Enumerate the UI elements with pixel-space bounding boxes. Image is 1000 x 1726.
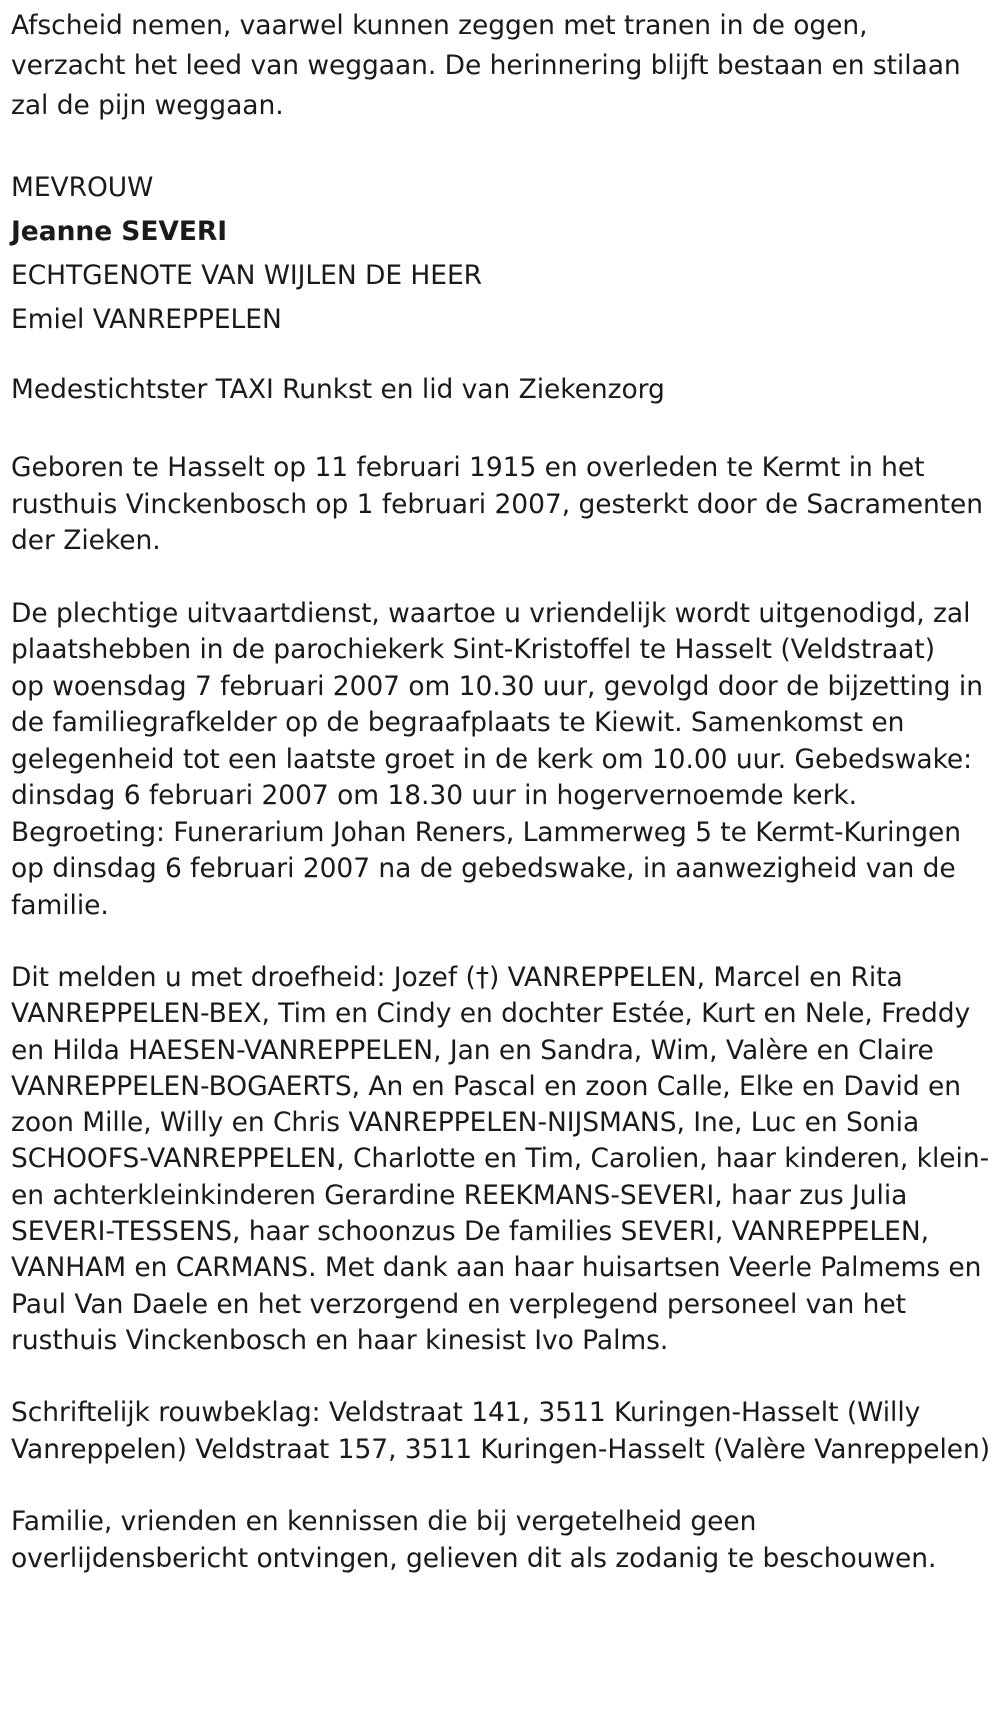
funeral-line: dinsdag 6 februari 2007 om 18.30 uur in hogervernoemde kerk. <box>11 780 858 811</box>
birth-death-line: der Zieken. <box>11 525 161 556</box>
spacer <box>11 342 1000 370</box>
family-line: Paul Van Daele en het verzorgend en verplegend personeel van het <box>11 1288 906 1320</box>
family-line: Dit melden u met droefheid: Jozef (†) VANREPPELEN, Marcel en Rita <box>11 962 903 993</box>
family-paragraph <box>11 960 996 1359</box>
spacer <box>11 1468 1000 1504</box>
deceased-name: Jeanne SEVERI <box>11 216 228 247</box>
deceased-block <box>11 166 996 342</box>
funeral-line: Begroeting: Funerarium Johan Reners, Lammerweg 5 te Kermt-Kuringen <box>11 816 961 848</box>
role-text: Medestichtster TAXI Runkst en lid van Ziekenzorg <box>11 374 665 405</box>
funeral-line: plaatshebben in de parochiekerk Sint-Kristoffel te Hasselt (Veldstraat) <box>11 634 935 665</box>
deceased-title: MEVROUW <box>11 172 154 203</box>
closing-line: overlijdensbericht ontvingen, gelieven dit als zodanig te beschouwen. <box>11 1542 937 1574</box>
funeral-line: op woensdag 7 februari 2007 om 10.30 uur, gevolgd door de bijzetting in <box>11 670 983 702</box>
deceased-relation: ECHTGENOTE VAN WIJLEN DE HEER <box>11 260 483 291</box>
condolences-line: Vanreppelen) Veldstraat 157, 3511 Kuringen-Hasselt (Valère Vanreppelen) <box>11 1433 991 1465</box>
deceased-spouse: Emiel VANREPPELEN <box>11 304 282 335</box>
poem-line: zal de pijn weggaan. <box>11 90 284 121</box>
poem-line: verzacht het leed van weggaan. De herinnering blijft bestaan en stilaan <box>11 50 961 81</box>
birth-death-line: Geboren te Hasselt op 11 februari 1915 en overleden te Kermt in het <box>11 452 925 483</box>
family-line: zoon Mille, Willy en Chris VANREPPELEN-NIJSMANS, Ine, Luc en Sonia <box>11 1107 920 1139</box>
spacer <box>11 410 1000 450</box>
family-line: SEVERI-TESSENS, haar schoonzus De families SEVERI, VANREPPELEN, <box>11 1216 930 1248</box>
funeral-paragraph <box>11 596 996 925</box>
closing-paragraph <box>11 1504 996 1577</box>
role-paragraph <box>11 370 996 410</box>
poem-paragraph <box>11 6 996 126</box>
family-line: VANREPPELEN-BEX, Tim en Cindy en dochter Estée, Kurt en Nele, Freddy <box>11 998 971 1030</box>
spacer <box>11 924 1000 960</box>
funeral-line: op dinsdag 6 februari 2007 na de gebedswake, in aanwezigheid van de <box>11 853 956 884</box>
spacer <box>11 126 1000 166</box>
spacer <box>11 1359 1000 1395</box>
funeral-line: familie. <box>11 889 109 921</box>
birth-death-paragraph <box>11 450 996 560</box>
condolences-line: Schriftelijk rouwbeklag: Veldstraat 141, 3511 Kuringen-Hasselt (Willy <box>11 1397 921 1429</box>
funeral-line: De plechtige uitvaartdienst, waartoe u vriendelijk wordt uitgenodigd, zal <box>11 597 971 629</box>
poem-line: Afscheid nemen, vaarwel kunnen zeggen met tranen in de ogen, <box>11 10 868 41</box>
family-line: rusthuis Vinckenbosch en haar kinesist Ivo Palms. <box>11 1324 669 1356</box>
family-line: SCHOOFS-VANREPPELEN, Charlotte en Tim, Carolien, haar kinderen, klein- <box>11 1143 990 1175</box>
funeral-line: gelegenheid tot een laatste groet in de kerk om 10.00 uur. Gebedswake: <box>11 743 973 775</box>
funeral-line: de familiegrafkelder op de begraafplaats te Kiewit. Samenkomst en <box>11 707 905 738</box>
birth-death-line: rusthuis Vinckenbosch op 1 februari 2007, gesterkt door de Sacramenten <box>11 488 984 520</box>
family-line: en achterkleinkinderen Gerardine REEKMANS-SEVERI, haar zus Julia <box>11 1179 908 1211</box>
spacer <box>11 560 1000 596</box>
closing-line: Familie, vrienden en kennissen die bij vergetelheid geen <box>11 1506 757 1538</box>
condolences-paragraph <box>11 1395 996 1468</box>
family-line: en Hilda HAESEN-VANREPPELEN, Jan en Sandra, Wim, Valère en Claire <box>11 1034 934 1066</box>
family-line: VANREPPELEN-BOGAERTS, An en Pascal en zoon Calle, Elke en David en <box>11 1070 962 1102</box>
family-line: VANHAM en CARMANS. Met dank aan haar huisartsen Veerle Palmems en <box>11 1252 982 1284</box>
